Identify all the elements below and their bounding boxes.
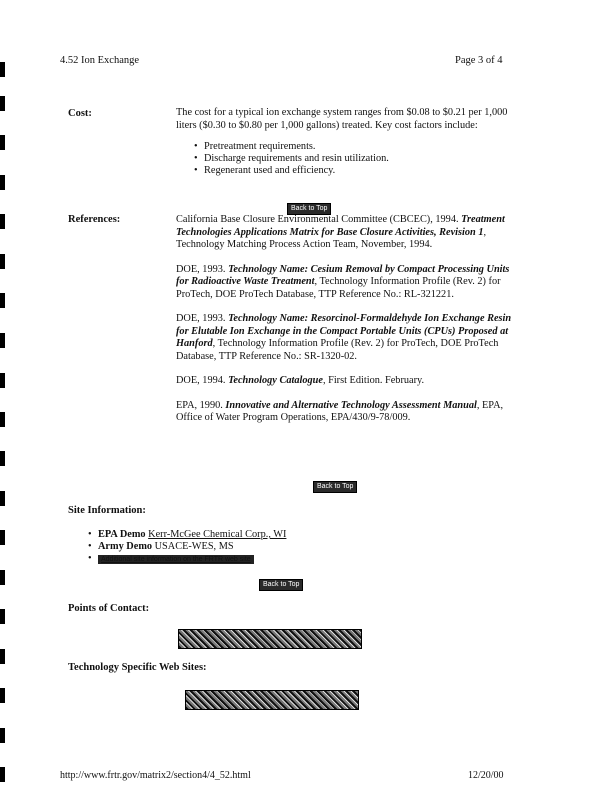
reference-item: DOE, 1993. Technology Name: Resorcinol-Formaldehyde Ion Exchange Resin for Elutable Ion Exchange in the Compact Portable Units (CPUs) Proposed at Hanford, Technology Information Profile (Rev. 2) for ProTech, DOE ProTech Database, TTP Reference No.: SR-1320-02. [176, 313, 512, 362]
reference-item: DOE, 1993. Technology Name: Cesium Removal by Compact Processing Units for Radioactive Waste Treatment, Technology Information Profile (Rev. 2) for ProTech, DOE ProTech Database, TTP Reference No.: RL-321221. [176, 263, 510, 300]
margin-mark [0, 609, 5, 624]
page-url: http://www.frtr.gov/matrix2/section4/4_52.html [60, 770, 251, 781]
margin-mark [0, 373, 5, 388]
margin-mark [0, 412, 5, 427]
margin-mark [0, 728, 5, 743]
reference-item: EPA, 1990. Innovative and Alternative Technology Assessment Manual, EPA, Office of Water Program Operations, EPA/430/9-78/009. [176, 399, 504, 423]
cost-section [176, 107, 516, 177]
list-item [70, 541, 370, 553]
margin-mark [0, 214, 5, 229]
references-list [176, 214, 516, 425]
margin-mark [0, 254, 5, 269]
margin-mark [0, 175, 5, 190]
page-number: Page 3 of 4 [455, 55, 503, 66]
list-item [70, 553, 370, 565]
margin-mark [0, 570, 5, 585]
margin-mark [0, 293, 5, 308]
site-link-kerr-mcgee[interactable]: Kerr-McGee Chemical Corp., WI [148, 529, 287, 540]
margin-mark [0, 649, 5, 664]
margin-mark [0, 451, 5, 466]
list-item: • Discharge requirements and resin utilization. [176, 153, 516, 165]
margin-mark [0, 491, 5, 506]
page-date: 12/20/00 [468, 770, 504, 781]
web-sites-banner[interactable] [185, 690, 359, 710]
site-information-list [70, 529, 370, 565]
list-item [70, 529, 370, 541]
site-type-label: Army Demo [98, 541, 153, 552]
references-label: References: [68, 214, 121, 225]
web-sites-label: Technology Specific Web Sites: [68, 662, 207, 673]
back-to-top-button[interactable]: Back to Top [313, 481, 357, 493]
site-name: USACE-WES, MS [154, 541, 234, 552]
margin-mark [0, 688, 5, 703]
page-header-title: 4.52 Ion Exchange [60, 55, 140, 66]
list-item: • Pretreatment requirements. [176, 141, 516, 153]
margin-mark [0, 96, 5, 111]
site-information-label: Site Information: [68, 505, 146, 516]
margin-mark [0, 135, 5, 150]
margin-mark [0, 333, 5, 348]
margin-mark [0, 767, 5, 782]
margin-mark [0, 530, 5, 545]
reference-item: DOE, 1994. Technology Catalogue, First Edition. February. [176, 375, 425, 386]
site-type-label: EPA Demo [98, 529, 146, 540]
points-of-contact-label: Points of Contact: [68, 603, 150, 614]
back-to-top-button[interactable]: Back to Top [259, 579, 303, 591]
cost-intro: The cost for a typical ion exchange system ranges from $0.08 to $0.21 per 1,000 liters ($0.30 to $0.80 per 1,000 gallons) treated. Key cost factors include: [176, 107, 508, 131]
back-to-top-button[interactable]: Back to Top [287, 203, 331, 215]
cost-factors-list [176, 141, 516, 177]
additional-site-info-link[interactable]: Additional site information on the FRTR web site [98, 555, 254, 564]
points-of-contact-banner[interactable] [178, 629, 362, 649]
list-item: • Regenerant used and efficiency. [176, 165, 516, 177]
cost-label: Cost: [68, 108, 92, 119]
reference-item: California Base Closure Environmental Committee (CBCEC), 1994. Treatment Technologies Applications Matrix for Base Closure Activities, Revision 1, Technology Matching Process Action Team, November, 1994. [176, 214, 505, 250]
margin-mark [0, 62, 5, 77]
